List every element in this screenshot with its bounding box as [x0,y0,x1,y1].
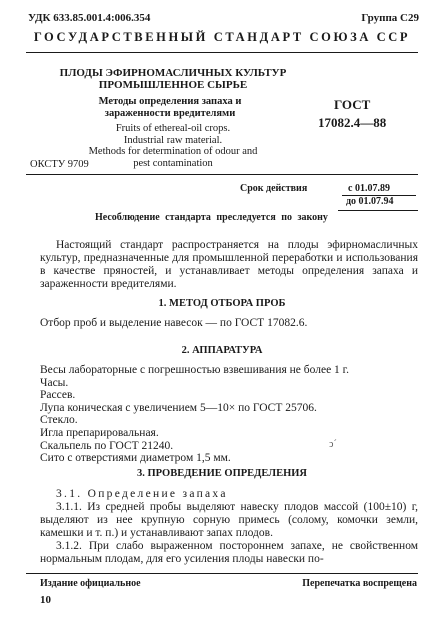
title-rule [26,174,418,175]
document-title [58,67,288,91]
method-title-ru [70,96,270,120]
apparatus-item: Рассев. [40,389,76,402]
apparatus-item: Стекло. [40,414,78,427]
gost-number: 17082.4—88 [318,115,387,130]
gost-label: ГОСТ [333,97,371,112]
validity-rule [338,210,418,211]
page-number: 10 [40,594,51,606]
en-line-2: Industrial raw material. [123,134,223,146]
en-line-3: Methods for determination of odour and [88,146,258,157]
validity-period [240,183,394,207]
apparatus-item: Лупа коническая с увеличением 5—10× по ГОСТ 25706. [40,401,317,414]
validity-dates [342,183,416,208]
official-edition-label: Издание официальное [40,578,141,589]
section-1-heading: 1. МЕТОД ОТБОРА ПРОБ [158,298,286,309]
en-line-4: pest contamination [133,157,213,169]
reprint-prohibited-label: Перепечатка воспрещена [302,578,417,589]
udk-code: УДК 633.85.001.4:006.354 [28,12,151,24]
standard-banner: ГОСУДАРСТВЕННЫЙ СТАНДАРТ СОЮЗА ССР [33,30,411,44]
section-1-text: Отбор проб и выделение навесок — по ГОСТ 17082.6. [40,317,308,329]
section-3-1-heading: 3.1. Определение запаха [56,488,228,500]
section-2-heading: 2. АППАРАТУРА [181,345,263,356]
section-3-heading: 3. ПРОВЕДЕНИЕ ОПРЕДЕЛЕНИЯ [137,468,307,479]
validity-label: Срок действия [240,183,308,194]
validity-from: с 01.07.89 [342,183,416,196]
header-rule [26,52,418,53]
paragraph-3-1-2: 3.1.2. При слабо выраженном постороннем запахе, не свойственном нормальным плодам, для его усиления плоды навески по- [40,540,418,565]
method-ru-line-1: Методы определения запаха и [98,96,242,107]
apparatus-item: Скальпель по ГОСТ 21240. [40,439,174,452]
group-code: Группа С29 [361,12,419,24]
title-line-2: ПРОМЫШЛЕННОЕ СЫРЬЕ [98,79,248,91]
apparatus-item: Часы. [40,376,69,389]
footer-rule [26,573,418,574]
intro-paragraph: Настоящий стандарт распространяется на плоды эфирномасличных культур, предназначенные для промышленной переработки и использования в качестве пряностей, и устанавливает методы определения запаха и зараженности вредителями. [40,239,418,290]
violation-notice: Несоблюдение стандарта преследуется по закону [95,212,328,223]
apparatus-item: Игла препарировальная. [40,426,159,439]
validity-to: до 01.07.94 [346,196,394,207]
apparatus-item: Весы лабораторные с погрешностью взвешивания не более 1 г. [40,364,349,376]
paragraph-3-1-1: 3.1.1. Из средней пробы выделяют навеску плодов массой (100±10) г, выделяют из нее крупную сорную примесь (солому, комочки земли, камешки и т. п.) и устанавливают запах плодов. [40,501,418,539]
method-title-en [68,123,278,169]
gost-block [318,96,386,132]
method-ru-line-2: зараженности вредителями [104,108,236,119]
apparatus-item: Сито с отверстиями диаметром 1,5 мм. [40,452,231,465]
okstu-code: ОКСТУ 9709 [30,159,89,170]
pen-mark: ↄ´ [329,439,337,450]
en-line-1: Fruits of ethereal-oil crops. [115,123,231,134]
title-line-1: ПЛОДЫ ЭФИРНОМАСЛИЧНЫХ КУЛЬТУР [59,67,287,79]
apparatus-list [40,364,420,465]
